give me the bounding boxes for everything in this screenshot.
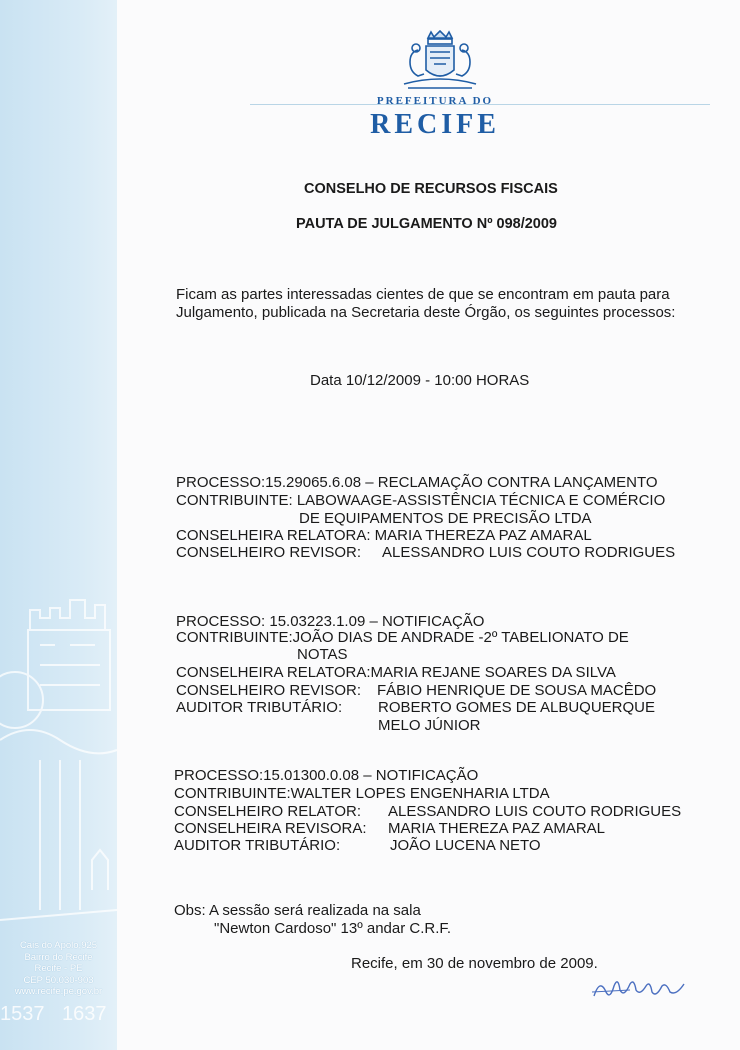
side-address-line: CEP 50.030-903 xyxy=(23,974,94,986)
prefeitura-label: PREFEITURA DO xyxy=(376,95,494,107)
process-3-taxpayer: CONTRIBUINTE:WALTER LOPES ENGENHARIA LTDA xyxy=(174,785,550,802)
process-1-reviewer-label: CONSELHEIRO REVISOR: xyxy=(176,544,362,561)
closing-date: Recife, em 30 de novembro de 2009. xyxy=(351,955,598,972)
side-year-left: 1537 xyxy=(0,1003,45,1025)
process-1-rapporteur: CONSELHEIRA RELATORA: MARIA THEREZA PAZ AMARAL xyxy=(176,527,592,544)
process-1-taxpayer-cont: DE EQUIPAMENTOS DE PRECISÃO LTDA xyxy=(299,510,592,527)
side-address xyxy=(0,940,117,998)
side-address-line: Recife - PE xyxy=(34,963,83,974)
intro-line: Ficam as partes interessadas cientes de que se encontram em pauta para xyxy=(176,286,670,303)
side-website: www.recife.pe.gov.br xyxy=(14,986,103,997)
process-3-auditor: JOÃO LUCENA NETO xyxy=(390,837,541,854)
process-1-reviewer: ALESSANDRO LUIS COUTO RODRIGUES xyxy=(382,544,676,561)
obs-room: "Newton Cardoso" 13º andar C.R.F. xyxy=(214,920,452,937)
intro-line: Julgamento, publicada na Secretaria deste Órgão, os seguintes processos: xyxy=(176,304,676,321)
process-3-auditor-label: AUDITOR TRIBUTÁRIO: xyxy=(174,837,341,854)
process-2-taxpayer-cont: NOTAS xyxy=(297,646,348,663)
process-2-auditor-label: AUDITOR TRIBUTÁRIO: xyxy=(176,699,343,716)
agenda-title: PAUTA DE JULGAMENTO Nº 098/2009 xyxy=(296,216,557,232)
side-address-line: Cais do Apolo,925 xyxy=(19,940,98,951)
process-2-header: PROCESSO: 15.03223.1.09 – NOTIFICAÇÃO xyxy=(176,613,485,630)
obs-line: Obs: A sessão será realizada na sala xyxy=(174,902,421,919)
handwritten-signature xyxy=(590,972,690,1002)
city-name: RECIFE xyxy=(370,109,500,140)
process-1-header: PROCESSO:15.29065.6.08 – RECLAMAÇÃO CONTRA LANÇAMENTO xyxy=(176,474,658,491)
city-header xyxy=(300,30,580,92)
process-3-reviewer-label: CONSELHEIRA REVISORA: xyxy=(174,820,367,837)
process-2-auditor-cont: MELO JÚNIOR xyxy=(378,717,481,734)
side-year-right: 1637 xyxy=(62,1003,107,1025)
coat-of-arms-icon xyxy=(398,30,482,92)
process-2-reviewer-label: CONSELHEIRO REVISOR: xyxy=(176,682,362,699)
process-1-taxpayer: CONTRIBUINTE: LABOWAAGE-ASSISTÊNCIA TÉCNICA E COMÉRCIO xyxy=(176,492,666,509)
side-address-line: Bairro do Recife xyxy=(24,951,93,963)
process-3-reviewer: MARIA THEREZA PAZ AMARAL xyxy=(388,820,606,837)
process-2-rapporteur: CONSELHEIRA RELATORA:MARIA REJANE SOARES DA SILVA xyxy=(176,664,616,681)
process-3-rapporteur: ALESSANDRO LUIS COUTO RODRIGUES xyxy=(388,803,682,820)
process-2-taxpayer: CONTRIBUINTE:JOÃO DIAS DE ANDRADE -2º TABELIONATO DE xyxy=(176,629,629,646)
process-2-auditor: ROBERTO GOMES DE ALBUQUERQUE xyxy=(378,699,656,716)
council-title: CONSELHO DE RECURSOS FISCAIS xyxy=(304,181,558,197)
process-3-rapporteur-label: CONSELHEIRO RELATOR: xyxy=(174,803,361,820)
session-date: Data 10/12/2009 - 10:00 HORAS xyxy=(310,372,530,389)
process-3-header: PROCESSO:15.01300.0.08 – NOTIFICAÇÃO xyxy=(174,767,479,784)
process-2-reviewer: FÁBIO HENRIQUE DE SOUSA MACÊDO xyxy=(377,682,657,699)
